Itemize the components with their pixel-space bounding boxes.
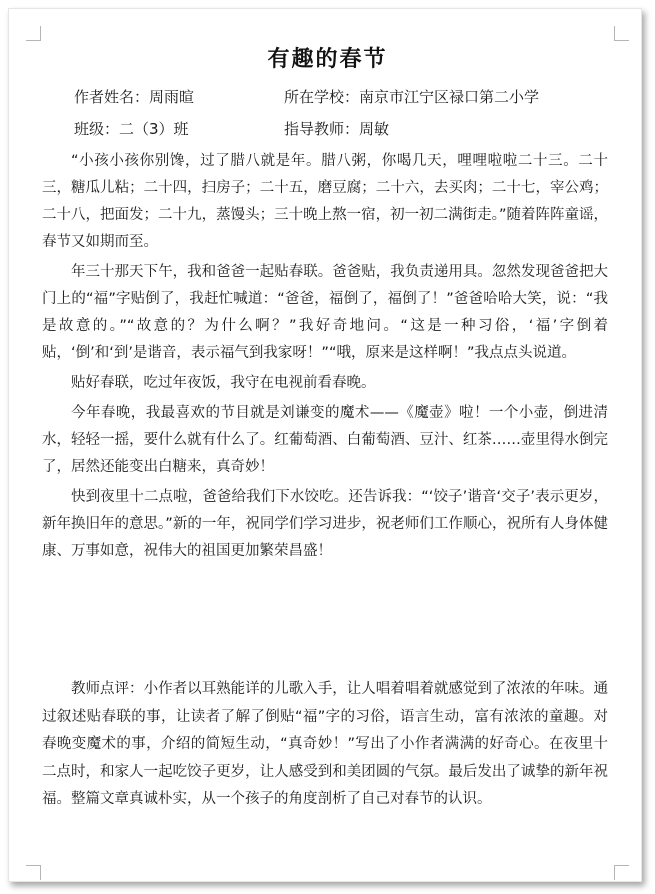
author-name: 作者姓名：周雨暄 (74, 88, 195, 106)
paragraph: 年三十那天下午，我和爸爸一起贴春联。爸爸贴，我负责递用具。忽然发现爸爸把大门上的“福”字贴倒了，我赶忙喊道：“爸爸，福倒了，福倒了！”爸爸哈哈大笑，说：“我是故意的。”“故意的？为什么啊？”我好奇地问。“这是一种习俗，‘福’字倒着贴，‘倒’和‘到’是谐音，表示福气到我家呀！”“哦，原来是这样啊！”我点点头说道。 (42, 264, 608, 361)
corner-mark-top-right (614, 26, 629, 41)
paragraph: 今年春晚，我最喜欢的节目就是刘谦变的魔术——《魔壶》啦！一个小壶，倒进清水，轻轻一摇，要什么就有什么了。红葡萄酒、白葡萄酒、豆汁、红茶……壶里得水倒完了，居然还能变出白糖来，真奇妙！ (42, 405, 608, 475)
meta-row-class (74, 118, 390, 139)
meta-row-author (74, 86, 540, 107)
corner-mark-top-left (26, 26, 41, 41)
essay-body (42, 148, 608, 568)
paragraph: “小孩小孩你别馋，过了腊八就是年。腊八粥，你喝几天，哩哩啦啦二十三。二十三，糖瓜儿粘；二十四，扫房子；二十五，磨豆腐；二十六，去买肉；二十七，宰公鸡；二十八，把面发；二十九，蒸馒头；三十晚上熬一宿，初一初二满街走。”随着阵阵童谣，春节又如期而至。 (42, 153, 608, 250)
class-name: 班级：二（3）班 (74, 120, 189, 138)
corner-mark-bottom-left (26, 865, 41, 880)
corner-mark-bottom-right (614, 865, 629, 880)
essay-title: 有趣的春节 (267, 47, 388, 72)
school-name: 所在学校：南京市江宁区禄口第二小学 (284, 88, 540, 106)
paragraph: 贴好春联，吃过年夜饭，我守在电视前看春晚。 (71, 375, 376, 391)
teacher-comment (42, 676, 608, 814)
paragraph: 快到夜里十二点啦，爸爸给我们下水饺吃。还告诉我：“‘饺子’谐音‘交子’表示更岁，新年换旧年的意思。”新的一年，祝同学们学习进步，祝老师们工作顺心，祝所有人身体健康、万事如意，祝伟大的祖国更加繁荣昌盛！ (42, 489, 608, 559)
teacher-name: 指导教师：周敏 (284, 120, 390, 138)
comment-text: 教师点评：小作者以耳熟能详的儿歌入手，让人唱着唱着就感觉到了浓浓的年味。通过叙述贴春联的事，让读者了解了倒贴“福”字的习俗，语言生动，富有浓浓的童趣。对春晚变魔术的事，介绍的简短生动，“真奇妙！”写出了小作者满满的好奇心。在夜里十二点时，和家人一起吃饺子更岁，让人感受到和美团圆的气氛。最后发出了诚挚的新年祝福。整篇文章真诚朴实，从一个孩子的角度剖析了自己对春节的认识。 (42, 681, 608, 807)
